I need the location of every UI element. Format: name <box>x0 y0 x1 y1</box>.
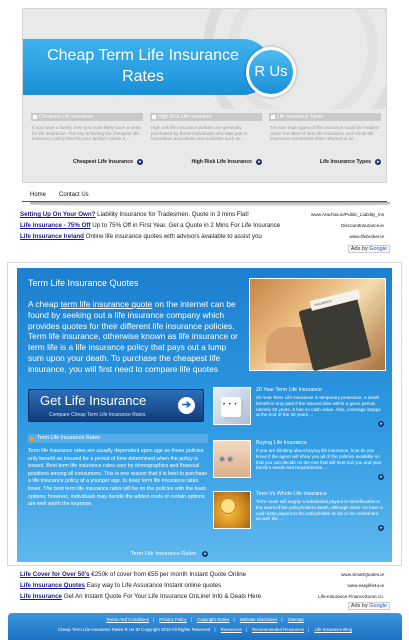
site-header <box>22 8 387 183</box>
ad-url[interactable]: www.Arachas.ie/Public_Liability_Ins <box>310 212 384 217</box>
ads-by-label: Ads by <box>350 603 368 609</box>
ad-row[interactable] <box>20 220 390 231</box>
ad-headline[interactable]: Life Insurance Ireland <box>20 233 84 240</box>
arrow-right-icon: ➤ <box>376 159 380 164</box>
article-text: If you are thinking about buying life insurance, how do you know if the agent will show you all of the policies available so that you can decide on the one that will best suit you and your family's needs and requirements ... <box>256 448 382 471</box>
ad-url[interactable]: DiscountInsurance.ie <box>341 223 384 228</box>
term-life-insurance-quote-link[interactable]: term life insurance quote <box>60 299 153 309</box>
column-heading: Life Insurance Types <box>269 113 381 121</box>
life-insurance-types-link[interactable] <box>269 159 381 165</box>
footer-link-resources[interactable]: Resources <box>220 627 242 632</box>
link-label: High Risk Life Insurance <box>191 159 252 165</box>
article-text: 20-Year Term Life Insurance is temporary protection. A death benefit is only paid if the insured dies within a given period, namely 20 years. It has no cash value. Also, coverage stopps at the end of the 20 years ... <box>256 395 381 418</box>
link-label: Term Life Insurance Rates <box>130 551 196 557</box>
cheapest-life-insurance-link[interactable] <box>31 159 143 165</box>
footer-links: Terms And Conditions | Privacy Policy | Copyright Notice | Website Disclaimer | Sitemap <box>106 617 304 622</box>
footer-link-privacy[interactable]: Privacy Policy <box>159 617 187 622</box>
column-high-risk <box>150 113 262 181</box>
content-title: Term Life Insurance Quotes <box>28 278 139 288</box>
link-label: Life Insurance Types <box>319 159 371 165</box>
high-risk-life-insurance-link[interactable] <box>150 159 262 165</box>
arrow-right-icon: ➤ <box>138 159 142 164</box>
ad-row[interactable] <box>20 209 390 220</box>
intro-paragraph <box>28 299 242 375</box>
ad-headline[interactable]: Life Insurance - 75% Off <box>20 222 91 229</box>
intro-text: on the internet can be found by seeking out a life insurance company which provides quotes for their different life insurance policies. Term life insurance, otherwise known as life insurance or term life is a life insurance policy that pays out a lump sum upon your death. To purchase the cheapest life insurance, you will first need to compare life quotes <box>28 299 238 374</box>
rates-heading: Term Life Insurance Rates <box>28 434 208 443</box>
footer-link-disclaimer[interactable]: Website Disclaimer <box>239 617 278 622</box>
article-buying-life-insurance[interactable] <box>213 440 385 484</box>
rates-text: Term life insurance rates are usually dependent upon age as these policies only benefit an insured for a period of time determined when the policy is issued. Best term life insurance rates vary by demographics and financial positions among all consumers. This is one reason that it is best to purchase a life insurance policy at a younger age, to keep term life insurance rates lower. The best term life insurance rates will be on the policies with the least options; however, individuals may decide the added costs of certain options are well worth the expense. <box>28 448 208 508</box>
ads-by-label: Ads by <box>350 246 368 252</box>
ad-block-bottom <box>20 569 390 609</box>
arrow-right-icon[interactable]: ➤ <box>379 421 383 426</box>
ad-row[interactable] <box>20 569 390 580</box>
ad-description: Up to 75% Off in First Year. Get a Quote in 2 Mins For Life Insurance <box>92 222 281 229</box>
site-badge: R Us <box>246 47 296 97</box>
nav-shadow <box>30 202 390 207</box>
main-nav <box>22 190 387 202</box>
photo-label: INSURANCE <box>310 289 361 311</box>
face-thumbnail <box>213 440 251 478</box>
footer-link-terms[interactable]: Terms And Conditions <box>106 617 149 622</box>
footer-link-sitemap[interactable]: Sitemap <box>287 617 304 622</box>
column-text: High risk life insurance policies are generally purchased by those individuals who take part in hazardous avocations and activities such as ... <box>151 125 248 142</box>
ad-headline[interactable]: Life Insurance Quotes <box>20 582 85 589</box>
ad-description: Easy way to Life Assurance Instant online quotes <box>86 582 222 589</box>
nav-home[interactable]: Home <box>30 192 47 198</box>
column-heading: Cheapest Life Insurance <box>31 113 143 121</box>
column-heading: High Risk Life Insurance <box>150 113 262 121</box>
google-label: Google <box>369 246 387 252</box>
ad-description: Online life insurance quotes with advisors available to assist you <box>85 233 262 240</box>
column-text: The two main types of life insurance could be headed under the titles of term life insurance and whole life insurance sometimes often referred to as ... <box>270 125 379 142</box>
ad-description: Get An Instant Quote For Your Life Insurance OnLine! Info & Deals Here <box>63 593 262 600</box>
footer-copyright-row: Cheap Term Life Insurance Rates R Us ID Copyright 2010 All Rights Reserved | Resources | Recommended Resources | Life Insurance Blog <box>57 627 353 632</box>
arrow-right-icon[interactable]: ➤ <box>379 525 383 530</box>
link-label: Cheapest Life Insurance <box>73 159 133 165</box>
ad-url[interactable]: Life-Insurance.FinanceZoom.co. <box>318 594 384 599</box>
copyright-text: Cheap Term Life Insurance Rates R Us ID Copyright 2010 All Rights Reserved <box>57 627 211 632</box>
article-heading[interactable]: Term Vs Whole Life Insurance <box>256 491 327 497</box>
ads-by-google-badge[interactable] <box>348 602 390 610</box>
intro-text: A cheap <box>28 299 61 309</box>
column-types <box>269 113 381 181</box>
nav-contact-us[interactable]: Contact Us <box>59 192 89 198</box>
header-columns <box>31 113 381 181</box>
term-life-insurance-rates-link[interactable] <box>28 551 208 557</box>
cta-title: Get Life Insurance <box>40 393 147 408</box>
arrow-right-icon: ➤ <box>203 551 207 556</box>
rates-panel <box>28 434 208 558</box>
article-heading[interactable]: Buying Life Insurance <box>256 440 307 446</box>
article-20-year-term[interactable] <box>213 387 385 431</box>
arrow-right-icon[interactable]: ➤ <box>379 474 383 479</box>
site-title: Cheap Term Life Insurance Rates <box>47 47 239 85</box>
article-heading[interactable]: 20 Year Term Life Insurance <box>256 387 322 393</box>
ad-row[interactable] <box>20 591 390 602</box>
ad-block-top <box>20 209 390 252</box>
google-label: Google <box>369 603 387 609</box>
arrow-right-icon: ➤ <box>257 159 261 164</box>
ad-url[interactable]: www.easylife4u.ie <box>347 583 384 588</box>
dice-thumbnail <box>213 387 251 425</box>
site-title-banner <box>23 39 271 95</box>
content-frame <box>7 262 402 566</box>
header-banner <box>23 9 386 109</box>
column-text: If you have a family, then you most likely have a need for life insurance. The key is finding the cheapest life insurance policy that fits your family's needs a ... <box>32 125 141 142</box>
article-term-vs-whole[interactable] <box>213 491 385 535</box>
footer-link-copyright[interactable]: Copyright Notice <box>196 617 230 622</box>
ad-headline[interactable]: Setting Up On Your Own? <box>20 211 96 218</box>
ads-by-google-badge[interactable] <box>348 245 390 253</box>
site-footer <box>8 613 402 640</box>
ad-url[interactable]: www.SmartQuotes.ie <box>341 572 384 577</box>
coins-thumbnail <box>213 491 251 529</box>
content-panel <box>17 268 392 562</box>
ad-description: €250k of cover from €55 per month Instant Quote Online <box>91 571 247 578</box>
insurance-photo <box>249 278 386 371</box>
column-cheapest <box>31 113 143 181</box>
cta-subtitle: Compare Cheap Term Life Insurance Rates <box>49 412 146 418</box>
ad-description: Liability Insurance for Tradesmen. Quote in 3 mins Flat! <box>97 211 249 218</box>
ad-url[interactable]: www.lifebroker.ie <box>349 234 384 239</box>
article-text: Term cover will supply a substantial payout to beneficiaries in the event of the policyholders death, although does not have a cash lump payout to the policyholder at his or her retirement as with the ... <box>256 499 383 522</box>
get-life-insurance-button[interactable] <box>28 389 204 422</box>
arrow-right-icon: ➔ <box>178 397 195 414</box>
footer-link-recommended[interactable]: Recommended Resources <box>252 627 305 632</box>
ad-headline[interactable]: Life Cover for Over 50's <box>20 571 90 578</box>
ad-row[interactable] <box>20 231 390 242</box>
ad-row[interactable] <box>20 580 390 591</box>
footer-link-blog[interactable]: Life Insurance Blog <box>314 627 353 632</box>
ad-headline[interactable]: Life Insurance <box>20 593 62 600</box>
